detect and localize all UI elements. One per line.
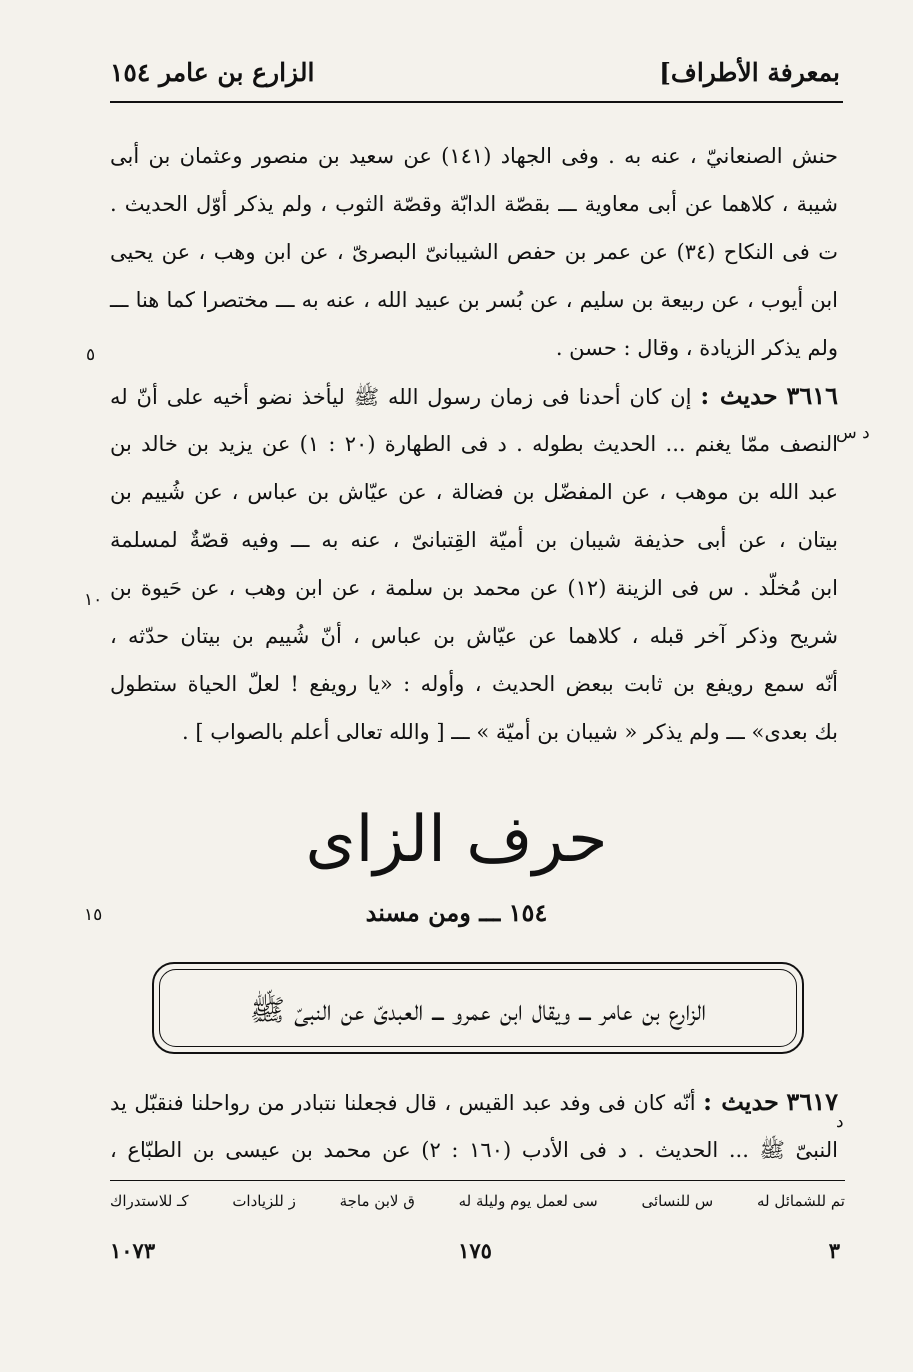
hadith-label: حديث :: [700, 381, 778, 410]
text-line: شريح وذكر آخر قبله ، كلاهما عن عيّاش بن عباس ، أنّ شُييم بن بيتان حدّثه ،: [110, 624, 838, 648]
hadith-3617: [110, 1078, 838, 1174]
margin-line-number: ١٠: [84, 590, 103, 610]
abbreviation: س للنسائى: [641, 1192, 714, 1210]
text-line: أنّه سمع رويفع بن ثابت ببعض الحديث ، وأوله : «يا رويفع ! لعلّ الحياة ستطول: [110, 672, 838, 696]
narrator-name-box: [152, 962, 804, 1054]
text-line: عبد الله بن موهب ، عن المفضّل بن فضالة ، عن عيّاش بن عباس ، عن شُييم بن: [110, 480, 838, 504]
hadith-number: ٣٦١٧: [786, 1087, 838, 1116]
abbreviation: كـ للاستدراك: [110, 1192, 189, 1210]
page-number: ١٧٥: [458, 1238, 492, 1263]
hadith-number: ٣٦١٦: [786, 381, 839, 410]
text-line: شيبة ، كلاهما عن أبى معاوية ـــ بقصّة الدابّة وقصّة الثوب ، ولم يذكر أوّل الحديث .: [110, 192, 838, 216]
text-line: بك بعدى» ـــ ولم يذكر « شيبان بن أميّة » ـــ [ والله تعالى أعلم بالصواب ] .: [181, 720, 838, 744]
page-numbers: [110, 1238, 840, 1268]
abbreviation: ز للزيادات: [232, 1192, 296, 1210]
hadith-label: حديث :: [703, 1087, 779, 1116]
text-line: ابن مُخلّد . س فى الزينة (١٢) عن محمد بن سلمة ، عن ابن وهب ، عن حَيوة بن: [110, 576, 838, 600]
paragraph-continuation: [110, 132, 838, 372]
hadith-first-line: [110, 1078, 838, 1126]
volume-number: ٣: [828, 1238, 840, 1263]
running-head: [110, 58, 840, 98]
margin-line-number: ١٥: [84, 905, 103, 925]
running-head-chapter-title: الزارع بن عامر ١٥٤: [110, 58, 315, 87]
margin-sigla: د: [836, 1112, 844, 1132]
text-line: النصف ممّا يغنم ... الحديث بطوله . د فى الطهارة (٢٠ : ١) عن يزيد بن خالد بن: [110, 432, 838, 456]
overall-page-number: ١٠٧٣: [110, 1238, 156, 1263]
section-title: حرف الزاى: [305, 803, 608, 877]
narrator-name: الزارع بن عامر ـــ ويقال ابن عمرو ـــ العبدىّ عن النبىّ ﷺ: [249, 993, 707, 1027]
hadith-first-line: [110, 372, 838, 420]
margin-line-number: ٥: [86, 345, 96, 365]
text-line: ابن أيوب ، عن ربيعة بن سليم ، عن بُسر بن عبيد الله ، عنه به ـــ مختصرا كما هنا ـــ: [110, 288, 838, 312]
musnad-heading: ١٥٤ ـــ ومن مسند: [365, 898, 548, 927]
abbreviation: ق لابن ماجة: [339, 1192, 415, 1210]
running-head-book-title: بمعرفة الأطراف]: [659, 58, 840, 87]
text-line: النبىّ ﷺ ... الحديث . د فى الأدب (١٦٠ : ٢) عن محمد بن عيسى بن الطبّاع ،: [110, 1138, 838, 1162]
hadith-text: إن كان أحدنا فى زمان رسول الله ﷺ ليأخذ نضو أخيه على أنّ له: [110, 385, 692, 409]
abbreviation: تم للشمائل له: [756, 1192, 845, 1210]
text-line: حنش الصنعانيّ ، عنه به . وفى الجهاد (١٤١) عن سعيد بن منصور وعثمان بن أبى: [110, 144, 838, 168]
text-line: ت فى النكاح (٣٤) عن عمر بن حفص الشيبانىّ البصرىّ ، عن ابن وهب ، عن يحيى: [110, 240, 838, 264]
hadith-3616: [110, 372, 838, 756]
header-rule: [110, 101, 843, 103]
hadith-text: أنّه كان فى وفد عبد القيس ، قال فجعلنا نتبادر من رواحلنا فنقبّل يد: [110, 1091, 696, 1115]
margin-sigla: د س: [836, 423, 870, 443]
abbreviation: سى لعمل يوم وليلة له: [458, 1192, 598, 1210]
text-line: ولم يذكر الزيادة ، وقال : حسن .: [555, 336, 838, 360]
footer-rule: [110, 1180, 845, 1181]
abbreviations-key: [110, 1192, 845, 1210]
text-line: بيتان ، عن أبى حذيفة شيبان بن أميّة القِتبانىّ ، عنه به ـــ وفيه قصّةٌ لمسلمة: [110, 528, 838, 552]
